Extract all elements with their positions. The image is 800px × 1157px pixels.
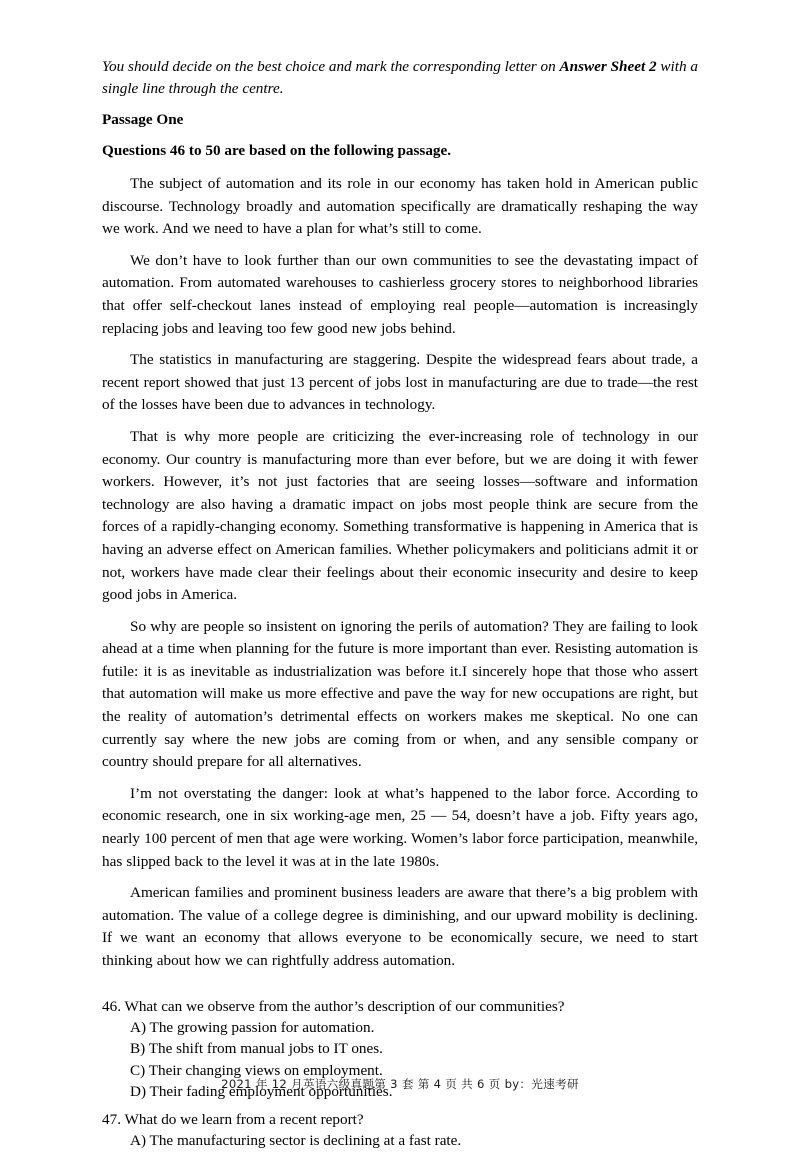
question-option[interactable]: B) The shift from manual jobs to IT ones.: [130, 1040, 383, 1058]
passage-paragraph: We don’t have to look further than our own communities to see the devastating impact of automation. From automated warehouses to cashierless grocery stores to neighborhood libraries that offer self-checkout lanes instead of employing real people—automation is increasingly replacing jobs and leaving too few good new jobs behind.: [102, 251, 698, 337]
instruction-prefix: You should decide on the best choice and mark the corresponding letter on: [102, 58, 560, 75]
passage-paragraph: I’m not overstating the danger: look at what’s happened to the labor force. According to economic research, one in six working-age men, 25 — 54, doesn’t have a job. Fifty years ago, nearly 100 percent of men that age were working. Women’s labor force participation, meanwhile, has slipped back to the level it was at in the late 1980s.: [102, 784, 698, 870]
instruction-suffix: with a single line through the centre.: [102, 58, 698, 97]
question-option[interactable]: A) The manufacturing sector is declining at a fast rate.: [130, 1132, 462, 1150]
page-footer: 2021 年 12 月英语六级真题第 3 套 第 4 页 共 6 页 by：光速考研: [221, 1077, 579, 1091]
passage-paragraph: The subject of automation and its role in our economy has taken hold in American public discourse. Technology broadly and automation specifically are dramatically reshaping the way we work. And we need to have a plan for what’s still to come.: [102, 175, 698, 238]
passage-paragraph: The statistics in manufacturing are staggering. Despite the widespread fears about trade, a recent report showed that just 13 percent of jobs lost in manufacturing are due to trade—the rest of the losses have been due to advances in technology.: [102, 351, 698, 414]
questions-section: [102, 996, 698, 1152]
answer-sheet-reference: Answer Sheet 2: [559, 58, 657, 75]
question-option[interactable]: D) Their fading employment opportunities.: [130, 1083, 393, 1101]
question-stem: 47. What do we learn from a recent report?: [102, 1110, 364, 1128]
passage-paragraph: American families and prominent business leaders are aware that there’s a big problem with automation. The value of a college degree is diminishing, and our upward mobility is declining. If we want an economy that allows everyone to be economically secure, we need to start thinking about how we can rightfully address automation.: [102, 884, 698, 969]
page-content: [102, 56, 698, 1157]
passage-paragraph: So why are people so insistent on ignoring the perils of automation? They are failing to look ahead at a time when planning for the future is more important than ever. Resisting automation is futile: it is as inevitable as industrialization was before it.I sincerely hope that those who assert that automation will make us more effective and pave the way for new occupations are right, but the reality of automation’s detrimental effects on workers makes me skeptical. No one can currently say where the new jobs are coming from or when, and any sensible company or country should prepare for all alternatives.: [102, 617, 698, 771]
questions-heading: Questions 46 to 50 are based on the following passage.: [102, 141, 452, 159]
passage-paragraph: That is why more people are criticizing the ever-increasing role of technology in our economy. Our country is manufacturing more than ever before, but we are doing it with fewer workers. However, it’s not just factories that are seeing losses—software and information technology are also having a dramatic impact on jobs most people think are secure from the forces of a rapidly-changing economy. Something transformative is happening in America that is having an adverse effect on American families. Whether policymakers and politicians admit it or not, workers have made clear their feelings about their economic insecurity and desire to keep good jobs in America.: [102, 427, 698, 604]
instruction-line: [102, 56, 698, 99]
question-option[interactable]: A) The growing passion for automation.: [130, 1019, 375, 1036]
question-item: [102, 1109, 698, 1152]
passage-label: Passage One: [102, 111, 184, 128]
question-option[interactable]: C) Their changing views on employment.: [130, 1061, 383, 1079]
question-stem: 46. What can we observe from the author’s description of our communities?: [102, 997, 565, 1015]
